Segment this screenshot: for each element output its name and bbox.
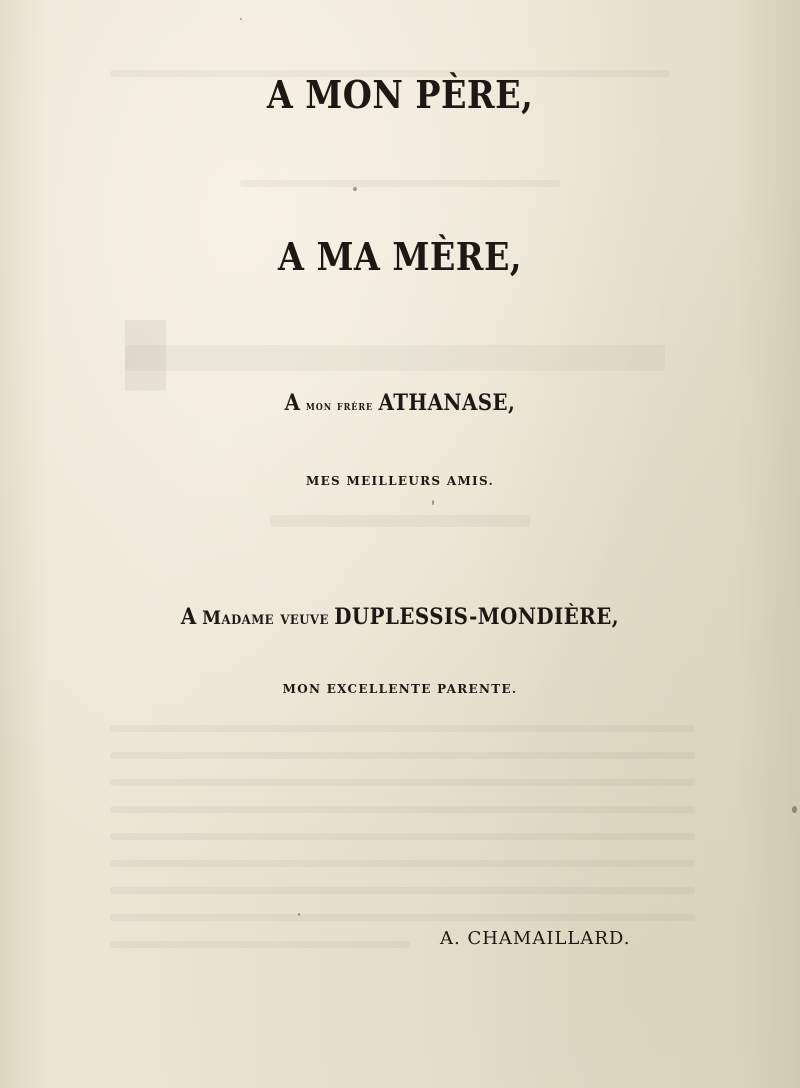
bleed-through-line <box>110 752 695 759</box>
dedication-relative <box>40 604 760 630</box>
dedication-mother: A MA MÈRE, <box>277 234 523 279</box>
bleed-through-line <box>110 941 410 948</box>
dedication-brother-name: ATHANASE, <box>378 390 516 416</box>
paper-speck <box>240 18 242 20</box>
bleed-through-line <box>110 806 695 813</box>
paper-speck <box>792 806 797 813</box>
bleed-through-line <box>110 860 695 867</box>
dedication-brother-words: mon frère <box>305 399 374 414</box>
dedication-brother-prefix: A <box>284 390 301 416</box>
dedication-relative-subtitle: MON EXCELLENTE PARENTE. <box>282 682 518 696</box>
dedication-brother <box>40 390 760 416</box>
dedication-relative-words: Madame veuve <box>202 607 329 629</box>
author-signature: A. CHAMAILLARD. <box>440 928 631 949</box>
bleed-through-line <box>110 725 695 732</box>
bleed-through-line <box>240 180 560 187</box>
paper-speck <box>432 500 434 505</box>
dedication-friends: MES MEILLEURS AMIS. <box>306 474 494 488</box>
bleed-through-line <box>110 833 695 840</box>
paper-speck <box>298 913 300 916</box>
bleed-through-line <box>110 914 695 921</box>
paper-speck <box>353 187 357 191</box>
bleed-through-line <box>270 515 530 527</box>
bleed-through-heading: █ <box>125 321 167 386</box>
dedication-relative-name: DUPLESSIS-MONDIÈRE, <box>334 604 620 630</box>
bleed-through-line <box>125 345 665 371</box>
bleed-through-line <box>110 779 695 786</box>
dedication-father: A MON PÈRE, <box>266 72 534 117</box>
bleed-through-line <box>110 887 695 894</box>
dedication-relative-prefix: A <box>180 604 197 630</box>
